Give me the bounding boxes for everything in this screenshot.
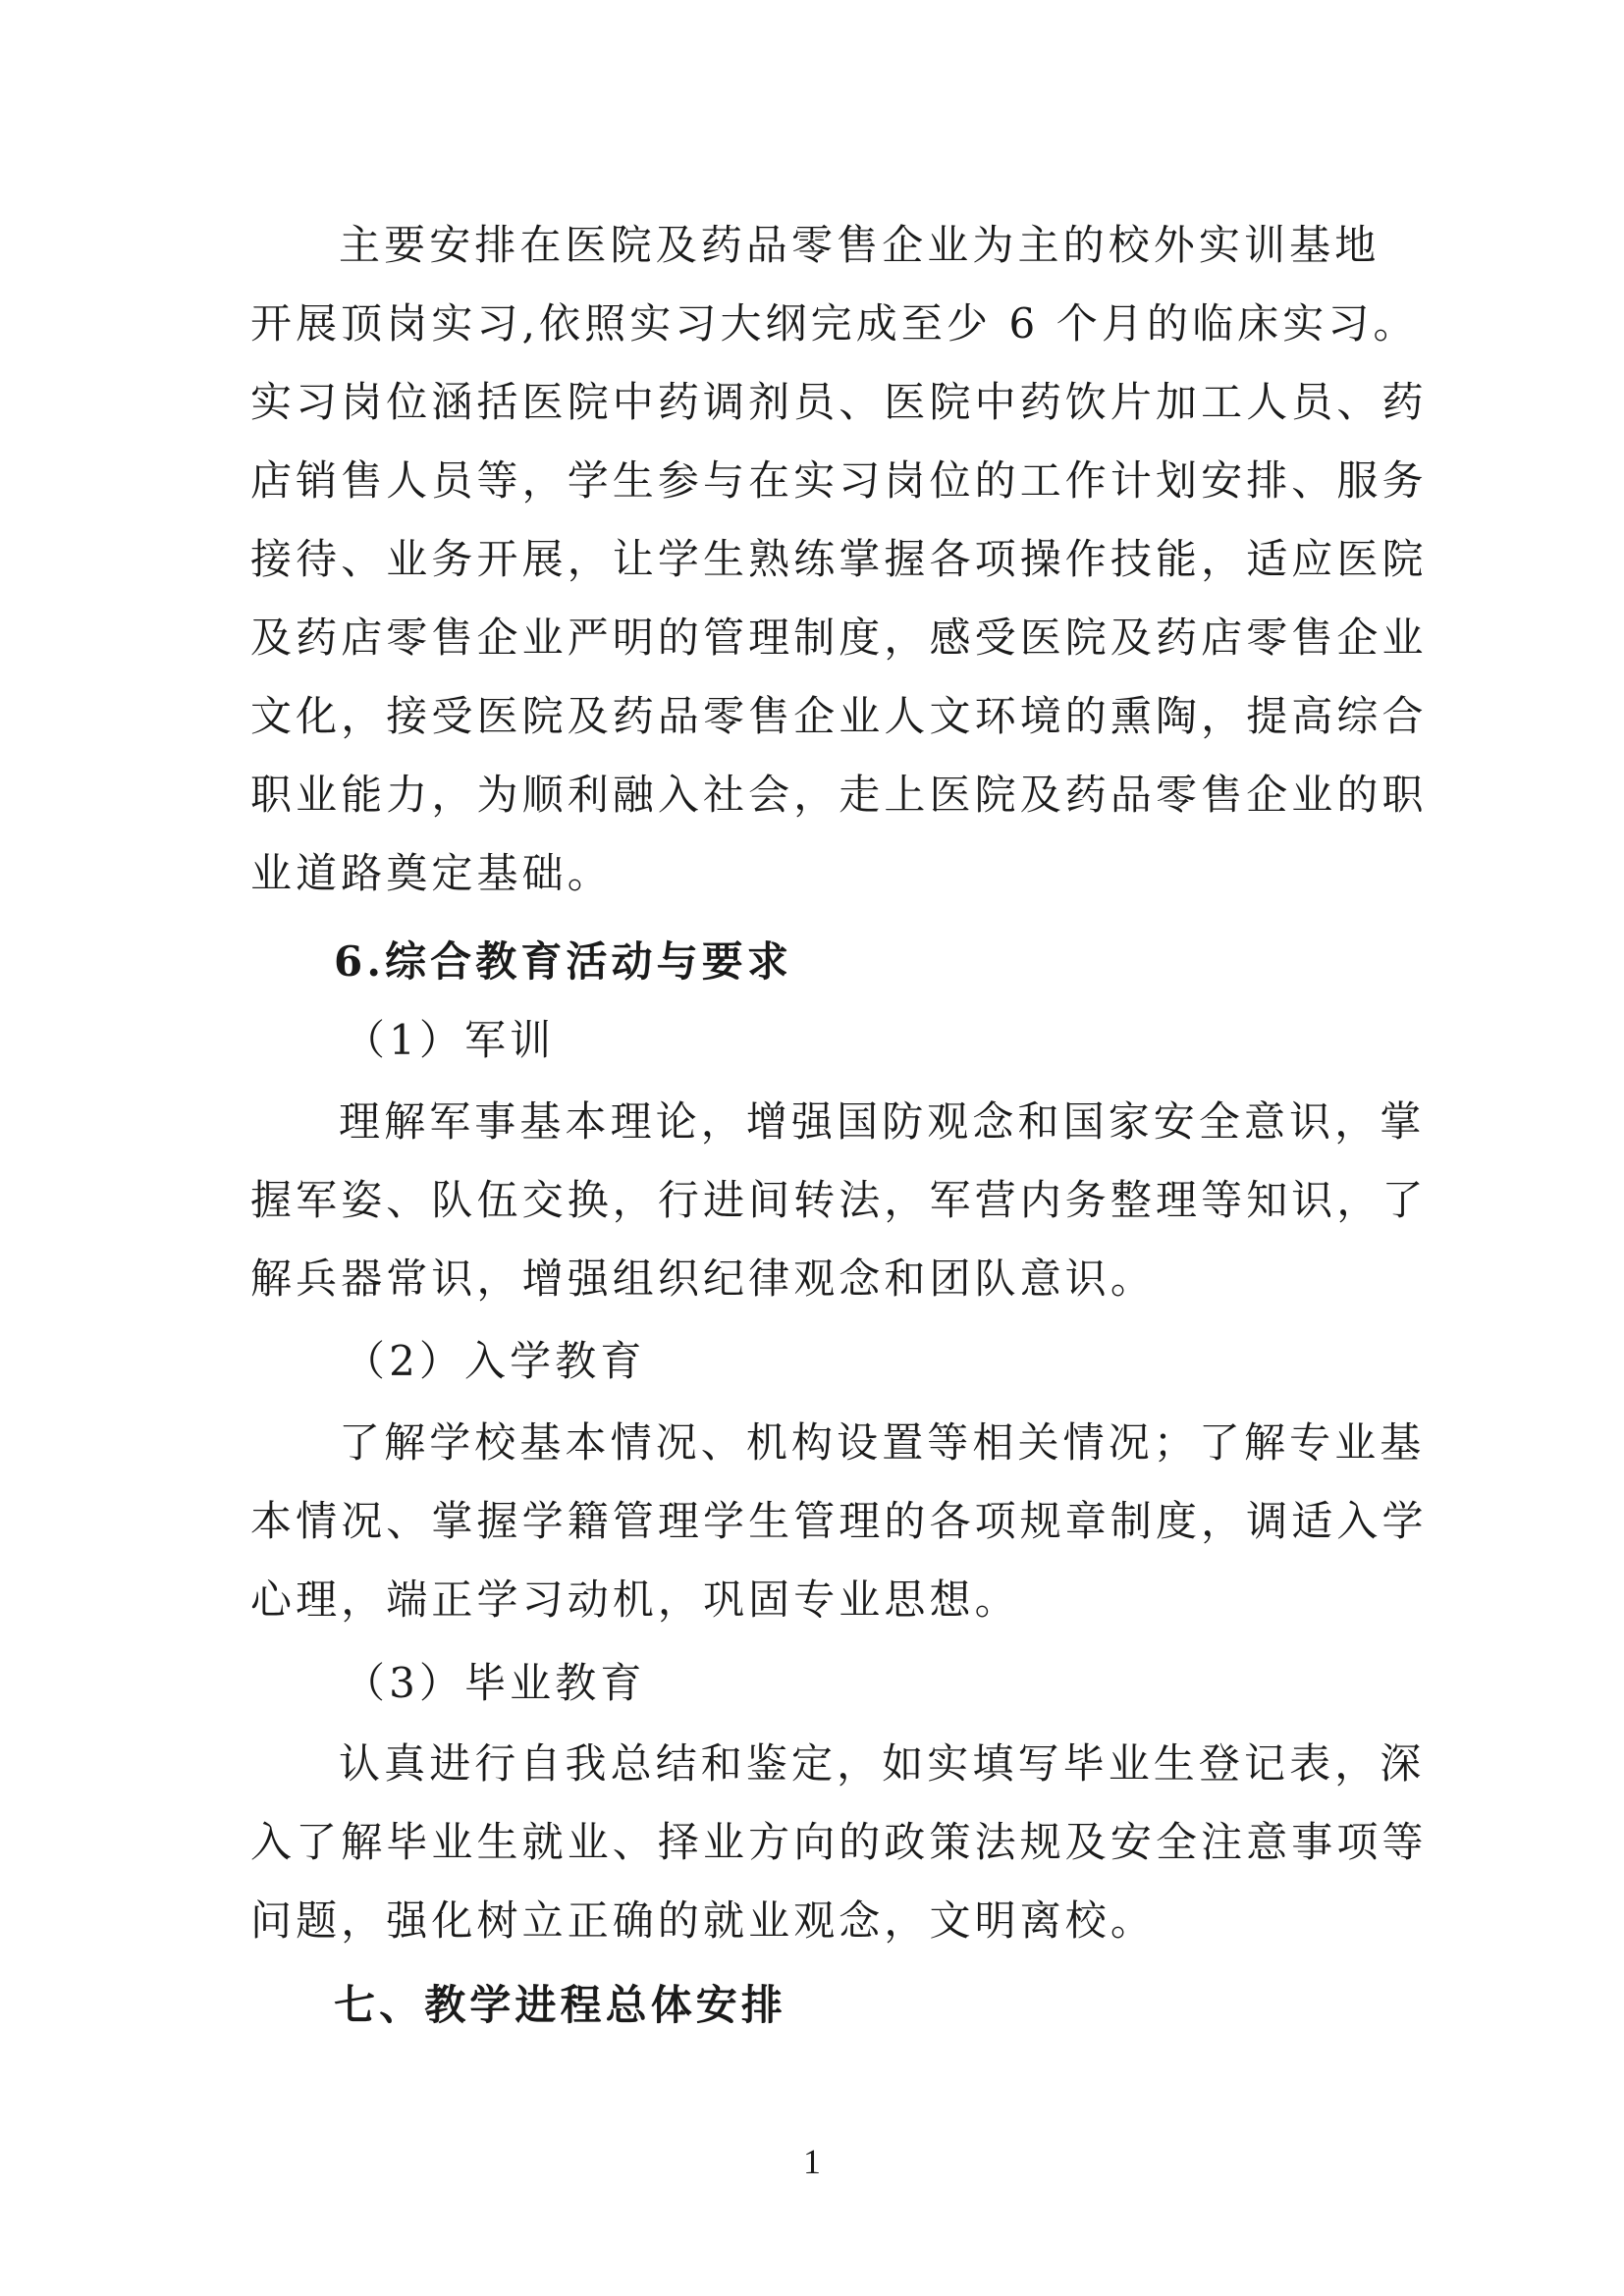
paragraph-line: 理解军事基本理论，增强国防观念和国家安全意识，掌 [339, 1097, 1426, 1146]
paragraph-line: 实习岗位涵括医院中药调剂员、医院中药饮片加工人员、药 [250, 378, 1428, 426]
paragraph-line: 业道路奠定基础。 [250, 849, 613, 897]
paragraph-line: 文化，接受医院及药品零售企业人文环境的熏陶，提高综合 [250, 692, 1428, 740]
paragraph-line: 认真进行自我总结和鉴定，如实填写毕业生登记表，深 [339, 1739, 1426, 1788]
item-title: （3）毕业教育 [344, 1659, 646, 1707]
paragraph-line: 接待、业务开展，让学生熟练掌握各项操作技能，适应医院 [250, 535, 1428, 583]
paragraph-line: 握军姿、队伍交换，行进间转法，军营内务整理等知识，了 [250, 1176, 1428, 1224]
paragraph-line: 问题，强化树立正确的就业观念，文明离校。 [250, 1896, 1157, 1945]
paragraph-line: 职业能力，为顺利融入社会，走上医院及药品零售企业的职 [250, 771, 1428, 819]
chapter-heading: 七、教学进程总体安排 [334, 1981, 787, 2029]
paragraph-line: 入了解毕业生就业、择业方向的政策法规及安全注意事项等 [250, 1818, 1428, 1866]
paragraph-line: 开展顶岗实习,依照实习大纲完成至少 6 个月的临床实习。 [250, 299, 1419, 347]
page-number: 1 [803, 2142, 821, 2181]
paragraph-line: 了解学校基本情况、机构设置等相关情况；了解专业基 [339, 1418, 1426, 1467]
item-title: （2）入学教育 [344, 1337, 646, 1385]
paragraph-line: 解兵器常识，增强组织纪律观念和团队意识。 [250, 1255, 1157, 1303]
item-title: （1）军训 [344, 1016, 556, 1064]
paragraph-line: 店销售人员等，学生参与在实习岗位的工作计划安排、服务 [250, 456, 1428, 505]
paragraph-line: 主要安排在医院及药品零售企业为主的校外实训基地 [339, 221, 1380, 269]
paragraph-line: 及药店零售企业严明的管理制度，感受医院及药店零售企业 [250, 614, 1428, 662]
paragraph-line: 本情况、掌握学籍管理学生管理的各项规章制度，调适入学 [250, 1497, 1428, 1545]
paragraph-line: 心理，端正学习动机，巩固专业思想。 [250, 1575, 1020, 1624]
section-heading: 6.综合教育活动与要求 [334, 937, 792, 986]
